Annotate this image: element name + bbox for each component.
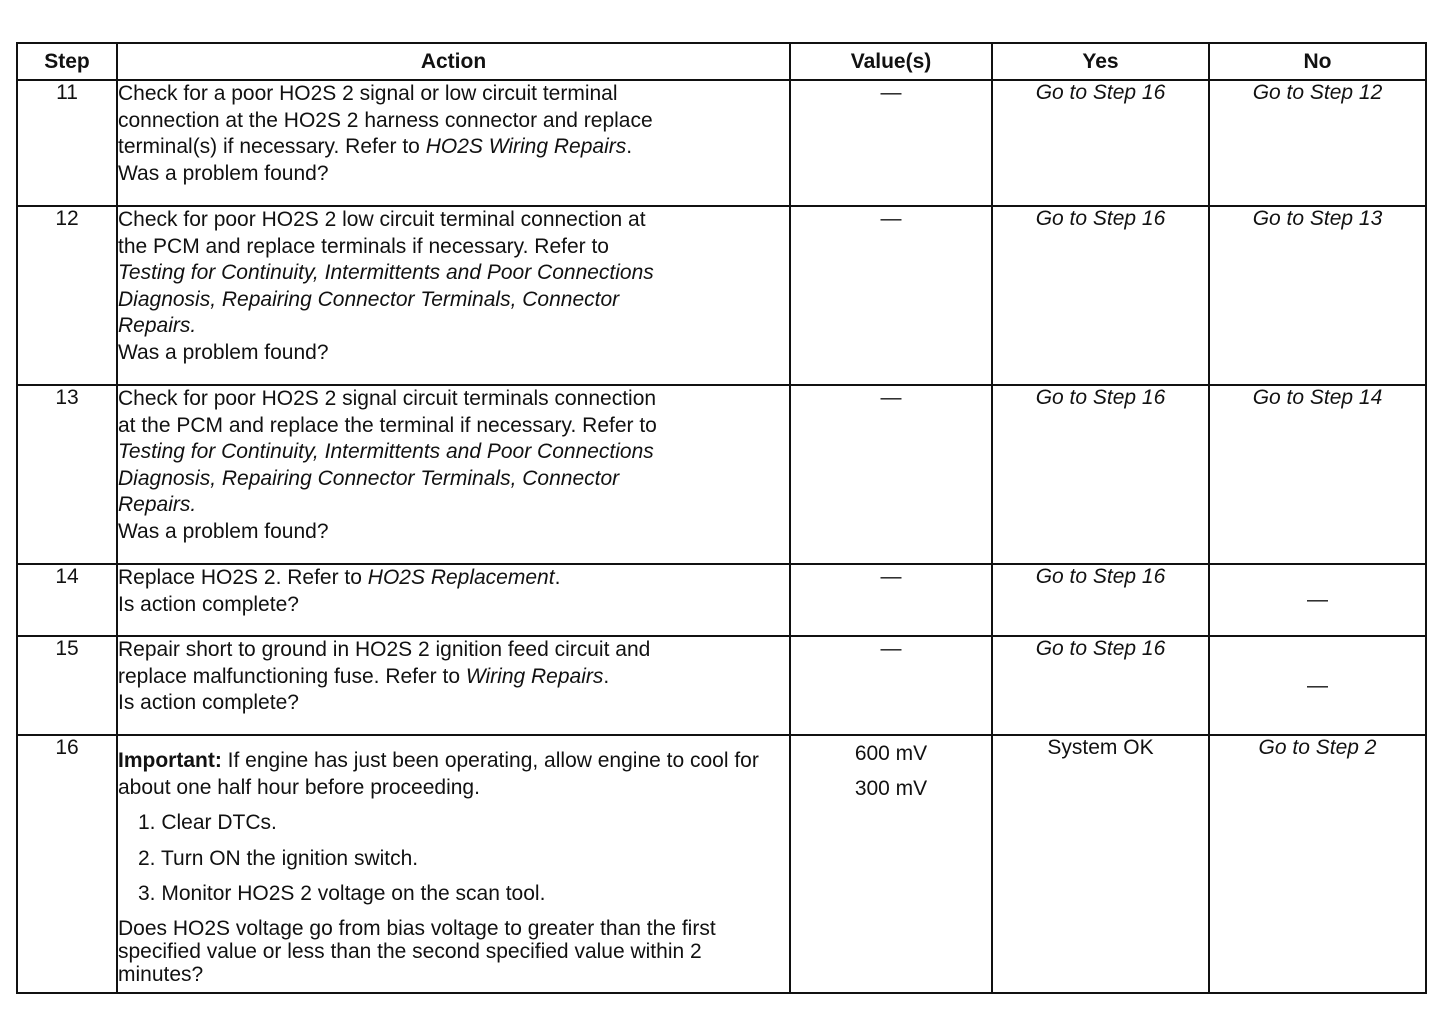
diagnostic-table bbox=[16, 42, 1427, 994]
no-cell: — bbox=[1209, 636, 1426, 735]
action-cell bbox=[117, 564, 790, 636]
reference-line: Diagnosis, Repairing Connector Terminals, Connector bbox=[118, 466, 620, 490]
value-cell: — bbox=[790, 80, 992, 206]
step-number: 12 bbox=[17, 206, 117, 385]
important-label: Important: bbox=[118, 749, 222, 772]
reference-line: Diagnosis, Repairing Connector Terminals, Connector bbox=[118, 287, 620, 311]
header-yes: Yes bbox=[992, 43, 1209, 80]
action-line: Repair short to ground in HO2S 2 ignition feed circuit and bbox=[118, 638, 651, 661]
yes-cell: Go to Step 16 bbox=[992, 80, 1209, 206]
question-text: Is action complete? bbox=[118, 691, 299, 714]
action-cell bbox=[117, 80, 790, 206]
header-row bbox=[17, 43, 1426, 80]
sub-step-list bbox=[118, 810, 789, 908]
action-line: Check for a poor HO2S 2 signal or low circuit terminal bbox=[118, 82, 618, 105]
action-cell bbox=[117, 385, 790, 564]
list-item: 3. Monitor HO2S 2 voltage on the scan tool. bbox=[138, 882, 546, 905]
list-item: 1. Clear DTCs. bbox=[138, 811, 277, 834]
value-first: 600 mV bbox=[854, 742, 928, 765]
action-line: terminal(s) if necessary. Refer to HO2S Wiring Repairs. bbox=[118, 135, 633, 158]
header-action: Action bbox=[117, 43, 790, 80]
action-line: connection at the HO2S 2 harness connector and replace bbox=[118, 108, 653, 132]
header-values: Value(s) bbox=[790, 43, 992, 80]
step-number: 13 bbox=[17, 385, 117, 564]
action-line: the PCM and replace terminals if necessary. Refer to bbox=[118, 234, 609, 258]
table-row bbox=[17, 385, 1426, 564]
question-text: Is action complete? bbox=[118, 592, 299, 616]
no-cell: Go to Step 13 bbox=[1209, 206, 1426, 385]
question-text: Was a problem found? bbox=[118, 519, 329, 543]
reference-link: HO2S Replacement bbox=[367, 566, 555, 589]
reference-line: Testing for Continuity, Intermittents and Poor Connections bbox=[118, 440, 654, 463]
no-cell: Go to Step 12 bbox=[1209, 80, 1426, 206]
list-item: 2. Turn ON the ignition switch. bbox=[138, 846, 419, 870]
question-text: Was a problem found? bbox=[118, 161, 329, 185]
step-number: 16 bbox=[17, 735, 117, 993]
reference-link: HO2S Wiring Repairs bbox=[425, 135, 627, 158]
yes-cell: Go to Step 16 bbox=[992, 206, 1209, 385]
table-row bbox=[17, 636, 1426, 735]
question-text: Does HO2S voltage go from bias voltage to greater than the first specified value or less than the second specified value within 2 minutes? bbox=[118, 916, 716, 986]
step-number: 15 bbox=[17, 636, 117, 735]
action-cell bbox=[117, 206, 790, 385]
action-cell bbox=[117, 735, 790, 993]
yes-cell: Go to Step 16 bbox=[992, 636, 1209, 735]
value-cell: — bbox=[790, 564, 992, 636]
step-number: 14 bbox=[17, 564, 117, 636]
table-row bbox=[17, 80, 1426, 206]
table-row bbox=[17, 564, 1426, 636]
important-text: If engine has just been operating, allow engine to cool for about one half hour before proceeding. bbox=[118, 749, 759, 799]
action-cell bbox=[117, 636, 790, 735]
reference-link: Wiring Repairs bbox=[465, 664, 604, 688]
step-number: 11 bbox=[17, 80, 117, 206]
no-cell: Go to Step 14 bbox=[1209, 385, 1426, 564]
action-line: at the PCM and replace the terminal if necessary. Refer to bbox=[118, 413, 657, 437]
no-cell: Go to Step 2 bbox=[1209, 735, 1426, 993]
table-row bbox=[17, 206, 1426, 385]
header-step: Step bbox=[17, 43, 117, 80]
yes-cell: Go to Step 16 bbox=[992, 385, 1209, 564]
yes-cell: System OK bbox=[992, 735, 1209, 993]
value-cell bbox=[790, 735, 992, 993]
value-cell: — bbox=[790, 206, 992, 385]
action-line: Replace HO2S 2. Refer to HO2S Replacement. bbox=[118, 566, 561, 589]
question-text: Was a problem found? bbox=[118, 340, 329, 364]
value-cell: — bbox=[790, 385, 992, 564]
action-line: Check for poor HO2S 2 low circuit terminal connection at bbox=[118, 208, 646, 231]
important-note bbox=[118, 748, 789, 801]
reference-line: Testing for Continuity, Intermittents and Poor Connections bbox=[118, 261, 654, 284]
no-cell: — bbox=[1209, 564, 1426, 636]
reference-line: Repairs. bbox=[118, 493, 197, 516]
table-row bbox=[17, 735, 1426, 993]
action-line: Check for poor HO2S 2 signal circuit terminals connection bbox=[118, 387, 657, 410]
action-line: replace malfunctioning fuse. Refer to Wiring Repairs. bbox=[118, 664, 610, 688]
reference-line: Repairs. bbox=[118, 314, 197, 337]
value-second: 300 mV bbox=[854, 777, 928, 800]
value-cell: — bbox=[790, 636, 992, 735]
header-no: No bbox=[1209, 43, 1426, 80]
yes-cell: Go to Step 16 bbox=[992, 564, 1209, 636]
